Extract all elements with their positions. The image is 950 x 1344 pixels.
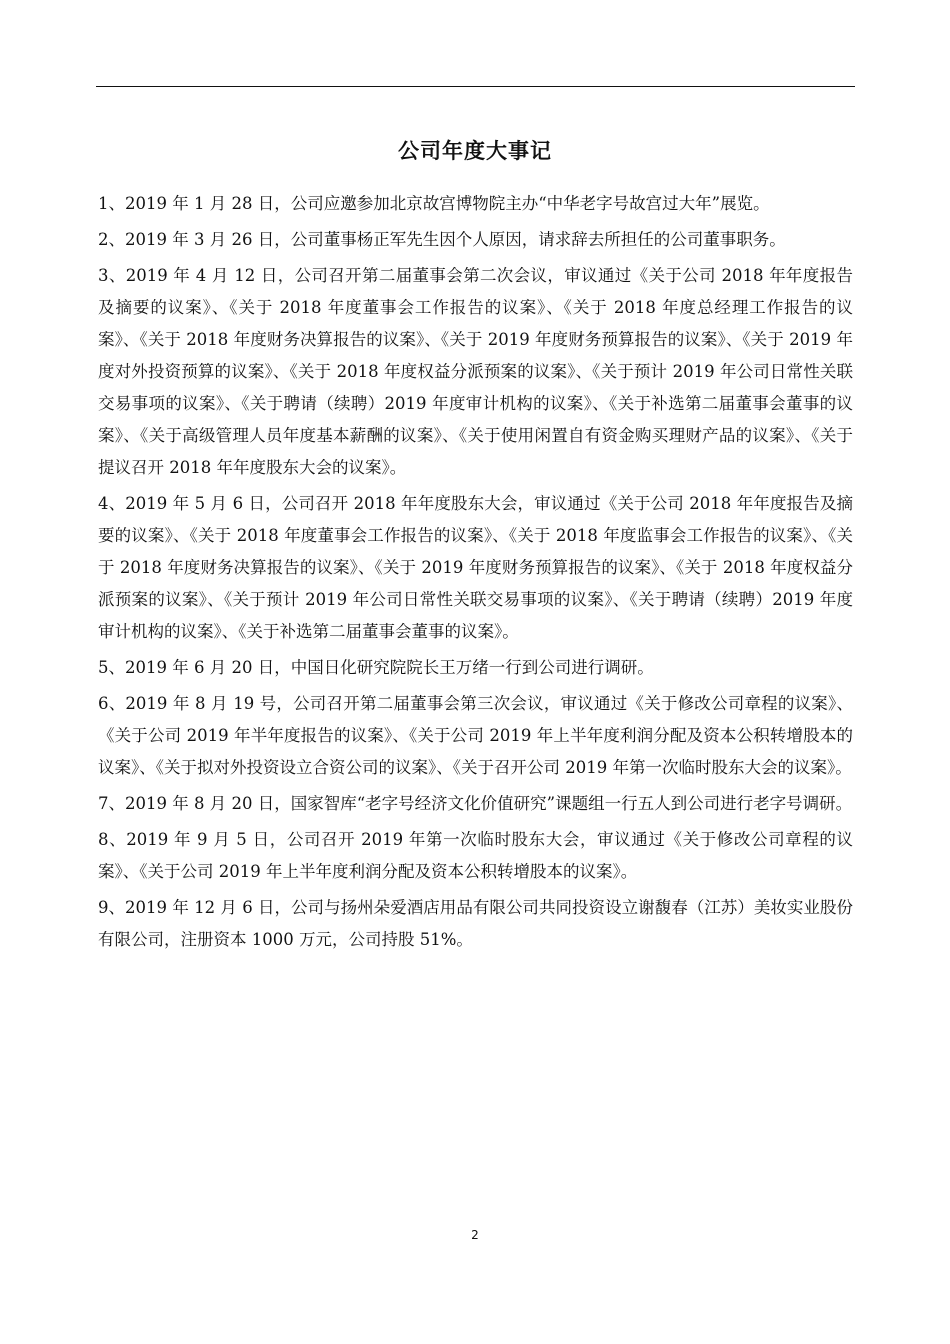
event-item-1: 1、2019 年 1 月 28 日，公司应邀参加北京故宫博物院主办“中华老字号故宫过大年”展览。 bbox=[98, 194, 770, 213]
event-item-4: 4、2019 年 5 月 6 日，公司召开 2018 年年度股东大会，审议通过《关于公司 2018 年年度报告及摘要的议案》、《关于 2018 年度董事会工作报告的议案》、《关于 2018 年度监事会工作报告的议案》、《关于 2018 年度财务决算报告的议案》、《关于 2019 年度财务预算报告的议案》、《关于 2018 年度权益分派预案的议案》、《关于预计 2019 年公司日常性关联交易事项的议案》、《关于聘请（续聘）2019 年度审计机构的议案》、《关于补选第二届董事会董事的议案》。 bbox=[98, 494, 853, 641]
event-item-2: 2、2019 年 3 月 26 日，公司董事杨正军先生因个人原因，请求辞去所担任的公司董事职务。 bbox=[98, 230, 786, 249]
event-item-8: 8、2019 年 9 月 5 日，公司召开 2019 年第一次临时股东大会，审议通过《关于修改公司章程的议案》、《关于公司 2019 年上半年度利润分配及资本公积转增股本的议案》。 bbox=[98, 830, 853, 881]
page-title: 公司年度大事记 bbox=[398, 139, 552, 163]
events-list bbox=[98, 188, 853, 960]
header-rule bbox=[96, 86, 855, 87]
event-item-3: 3、2019 年 4 月 12 日，公司召开第二届董事会第二次会议，审议通过《关于公司 2018 年年度报告及摘要的议案》、《关于 2018 年度董事会工作报告的议案》、《关于 2018 年度总经理工作报告的议案》、《关于 2018 年度财务决算报告的议案》、《关于 2019 年度财务预算报告的议案》、《关于 2019 年度对外投资预算的议案》、《关于 2018 年度权益分派预案的议案》、《关于预计 2019 年公司日常性关联交易事项的议案》、《关于聘请（续聘）2019 年度审计机构的议案》、《关于补选第二届董事会董事的议案》、《关于高级管理人员年度基本薪酬的议案》、《关于使用闲置自有资金购买理财产品的议案》、《关于提议召开 2018 年年度股东大会的议案》。 bbox=[98, 266, 853, 477]
event-item-5: 5、2019 年 6 月 20 日，中国日化研究院院长王万绪一行到公司进行调研。 bbox=[98, 658, 654, 677]
event-item-9: 9、2019 年 12 月 6 日，公司与扬州朵爱酒店用品有限公司共同投资设立谢馥春（江苏）美妆实业股份有限公司，注册资本 1000 万元，公司持股 51%。 bbox=[98, 898, 853, 949]
event-item-6: 6、2019 年 8 月 19 号，公司召开第二届董事会第三次会议，审议通过《关于修改公司章程的议案》、《关于公司 2019 年半年度报告的议案》、《关于公司 2019 年上半年度利润分配及资本公积转增股本的议案》、《关于拟对外投资设立合资公司的议案》、《关于召开公司 2019 年第一次临时股东大会的议案》。 bbox=[98, 694, 853, 777]
event-item-7: 7、2019 年 8 月 20 日，国家智库“老字号经济文化价值研究”课题组一行五人到公司进行老字号调研。 bbox=[98, 794, 853, 813]
page-number: 2 bbox=[471, 1228, 479, 1242]
